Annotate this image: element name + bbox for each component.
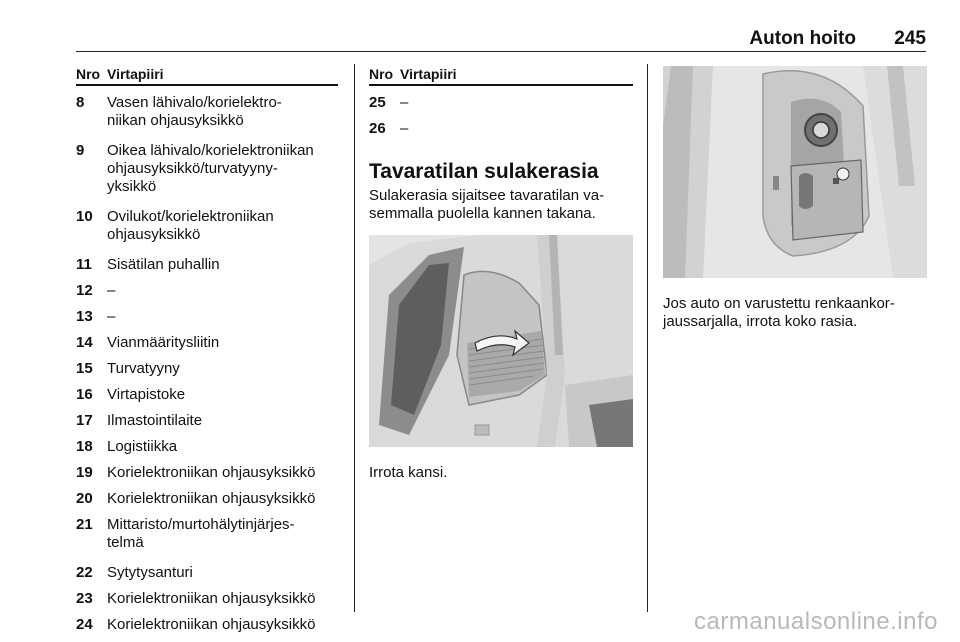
row-text: Turvatyyny: [107, 360, 180, 377]
row-number: 10: [76, 208, 93, 225]
fuse-box-svg: [663, 66, 927, 278]
row-text: Korielektroniikan ohjausyksikkö: [107, 464, 316, 481]
row-text: Vasen lähivalo/korielektro- niikan ohjausyksikkö: [107, 94, 282, 129]
column-divider-2: [647, 64, 648, 612]
table-header-virtapiiri: Virtapiiri: [107, 66, 164, 82]
row-text: –: [400, 120, 409, 137]
table-row: [369, 120, 633, 138]
table-row: [76, 208, 338, 244]
row-text: Korielektroniikan ohjausyksikkö: [107, 490, 316, 507]
table-row: [369, 94, 633, 112]
trunk-cover-svg: [369, 235, 633, 447]
table-row: [76, 334, 338, 352]
row-number: 13: [76, 308, 93, 325]
row-number: 23: [76, 590, 93, 607]
header-section-title: Auton hoito: [749, 28, 856, 49]
fuse-table-left: [76, 62, 338, 634]
row-text: Ovilukot/korielektroniikan ohjausyksikkö: [107, 208, 274, 243]
table-row: [76, 464, 338, 482]
row-number: 12: [76, 282, 93, 299]
table-row: [76, 438, 338, 456]
row-number: 21: [76, 516, 93, 533]
table-row: [76, 282, 338, 300]
table-header-nro: Nro: [76, 66, 101, 82]
table-row: [76, 142, 338, 196]
header-page-number: 245: [894, 28, 926, 49]
row-number: 9: [76, 142, 85, 159]
row-number: 17: [76, 412, 93, 429]
row-number: 20: [76, 490, 93, 507]
table-row: [76, 616, 338, 634]
row-text: Virtapistoke: [107, 386, 186, 403]
row-text: Korielektroniikan ohjausyksikkö: [107, 616, 316, 633]
section-title: Tavaratilan sulakerasia: [369, 160, 599, 183]
row-text: Sisätilan puhallin: [107, 256, 220, 273]
table-header: [369, 62, 633, 86]
row-number: 11: [76, 256, 92, 273]
row-text: Korielektroniikan ohjausyksikkö: [107, 590, 316, 607]
row-number: 24: [76, 616, 93, 633]
table-row: [76, 412, 338, 430]
table-row: [76, 564, 338, 582]
fuse-list-right: [369, 94, 633, 138]
table-row: [76, 490, 338, 508]
table-row: [76, 516, 338, 552]
fuse-box-illustration: [663, 66, 927, 278]
row-text: –: [400, 94, 409, 111]
row-text: –: [107, 282, 116, 299]
row-number: 15: [76, 360, 93, 377]
row-number: 26: [369, 120, 386, 137]
row-text: Sytytysanturi: [107, 564, 193, 581]
row-text: Mittaristo/murtohälytinjärjes- telmä: [107, 516, 295, 551]
fuse-list-left: [76, 94, 338, 634]
row-number: 8: [76, 94, 85, 111]
trunk-cover-illustration: [369, 235, 633, 447]
row-number: 18: [76, 438, 93, 455]
row-text: Ilmastointilaite: [107, 412, 203, 429]
row-number: 16: [76, 386, 93, 403]
row-number: 19: [76, 464, 93, 481]
caption-remove-cover: Irrota kansi.: [369, 464, 448, 481]
row-text: Vianmääritysliitin: [107, 334, 220, 351]
table-row: [76, 386, 338, 404]
header-rule: [76, 51, 926, 52]
row-number: 22: [76, 564, 93, 581]
table-header-virtapiiri: Virtapiiri: [400, 66, 457, 82]
column-middle: [369, 62, 633, 482]
page-header: [76, 28, 926, 50]
column-divider-1: [354, 64, 355, 612]
table-row: [76, 590, 338, 608]
caption-remove-box: Jos auto on varustettu renkaankor- jaussarjalla, irrota koko rasia.: [663, 295, 895, 330]
table-row: [76, 360, 338, 378]
table-header-nro: Nro: [369, 66, 394, 82]
table-row: [76, 256, 338, 274]
row-text: Logistiikka: [107, 438, 178, 455]
column-right: [663, 66, 927, 331]
table-row: [76, 308, 338, 326]
row-text: –: [107, 308, 116, 325]
section-intro: Sulakerasia sijaitsee tavaratilan va- semmalla puolella kannen takana.: [369, 187, 605, 222]
watermark: carmanualsonline.info: [694, 608, 938, 635]
row-number: 25: [369, 94, 386, 111]
row-number: 14: [76, 334, 93, 351]
table-header: [76, 62, 338, 86]
row-text: Oikea lähivalo/korielektroniikan ohjausyksikkö/turvatyyny- yksikkö: [107, 142, 314, 195]
table-row: [76, 94, 338, 130]
